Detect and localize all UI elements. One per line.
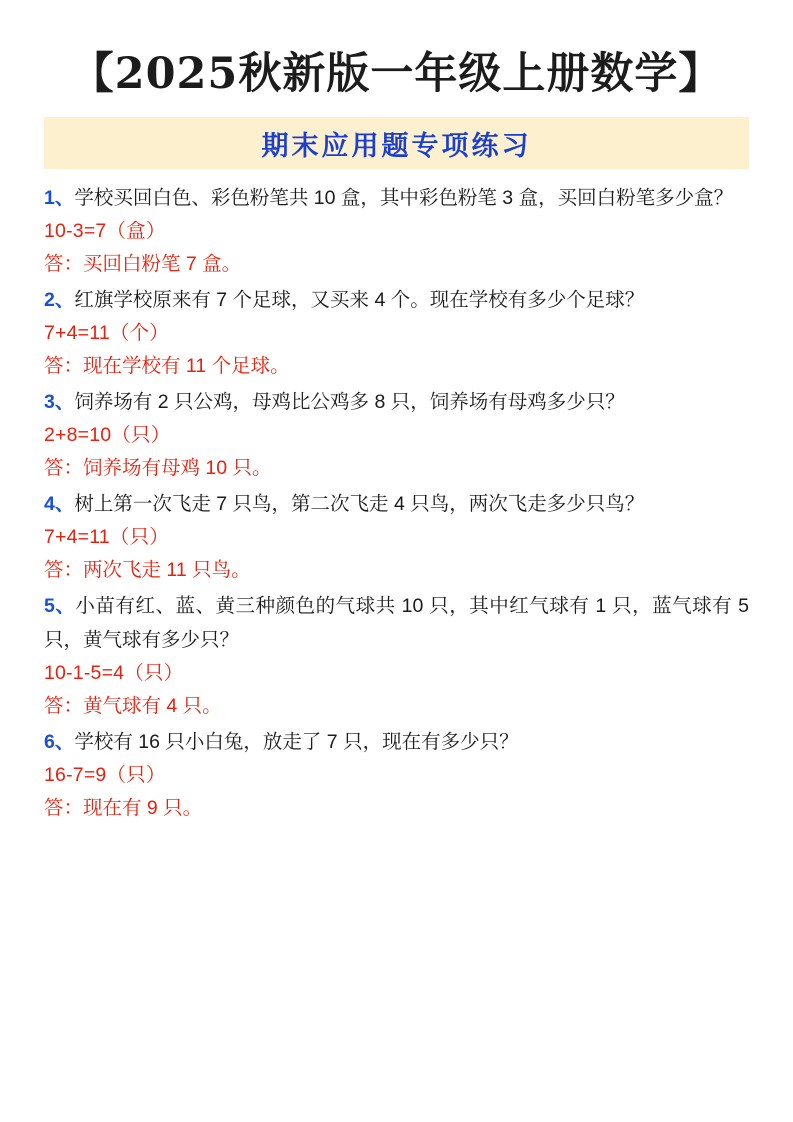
subtitle-banner [44,117,749,169]
subtitle-text: 期末应用题专项练习 [261,130,532,162]
answer-equation: 2+8=10（只） [44,424,171,447]
question-item [44,589,749,723]
question-line [44,181,749,215]
question-line [44,725,749,759]
question-item [44,181,749,281]
question-number: 4、 [44,493,75,516]
page-title: 【2025秋新版一年级上册数学】 [70,49,723,99]
question-item [44,283,749,383]
question-item [44,487,749,587]
question-text: 红旗学校原来有 7 个足球，又买来 4 个。现在学校有多少个足球？ [74,289,645,312]
question-number: 1、 [44,187,75,210]
question-text: 学校买回白色、彩色粉笔共 10 盒，其中彩色粉笔 3 盒，买回白粉笔多少盒？ [74,187,734,210]
question-number: 2、 [44,289,75,312]
question-line [44,283,749,317]
answer-equation: 10-3=7（盒） [44,220,166,243]
question-item [44,385,749,485]
question-list [44,181,749,825]
question-line [44,589,749,657]
question-item [44,725,749,825]
question-text: 树上第一次飞走 7 只鸟，第二次飞走 4 只鸟，两次飞走多少只鸟？ [74,493,645,516]
question-number: 5、 [44,595,76,618]
question-text: 小苗有红、蓝、黄三种颜色的气球共 10 只，其中红气球有 1 只，蓝气球有 5 只，黄气球有多少只？ [44,595,749,652]
answer-statement: 答：现在学校有 11 个足球。 [44,355,290,378]
question-number: 3、 [44,391,75,414]
question-line [44,385,749,419]
answer-equation: 10-1-5=4（只） [44,662,184,685]
answer-statement: 答：两次飞走 11 只鸟。 [44,559,251,582]
question-text: 学校有 16 只小白兔，放走了 7 只，现在有多少只？ [74,731,519,754]
page-bottom-margin [44,827,749,867]
question-line [44,487,749,521]
answer-equation: 16-7=9（只） [44,764,166,787]
answer-equation: 7+4=11（个） [44,322,170,345]
question-number: 6、 [44,731,75,754]
answer-equation: 7+4=11（只） [44,526,170,549]
answer-statement: 答：买回白粉笔 7 盒。 [44,253,242,276]
answer-statement: 答：饲养场有母鸡 10 只。 [44,457,272,480]
answer-statement: 答：黄气球有 4 只。 [44,695,222,718]
answer-statement: 答：现在有 9 只。 [44,797,203,820]
question-text: 饲养场有 2 只公鸡，母鸡比公鸡多 8 只，饲养场有母鸡多少只？ [74,391,625,414]
